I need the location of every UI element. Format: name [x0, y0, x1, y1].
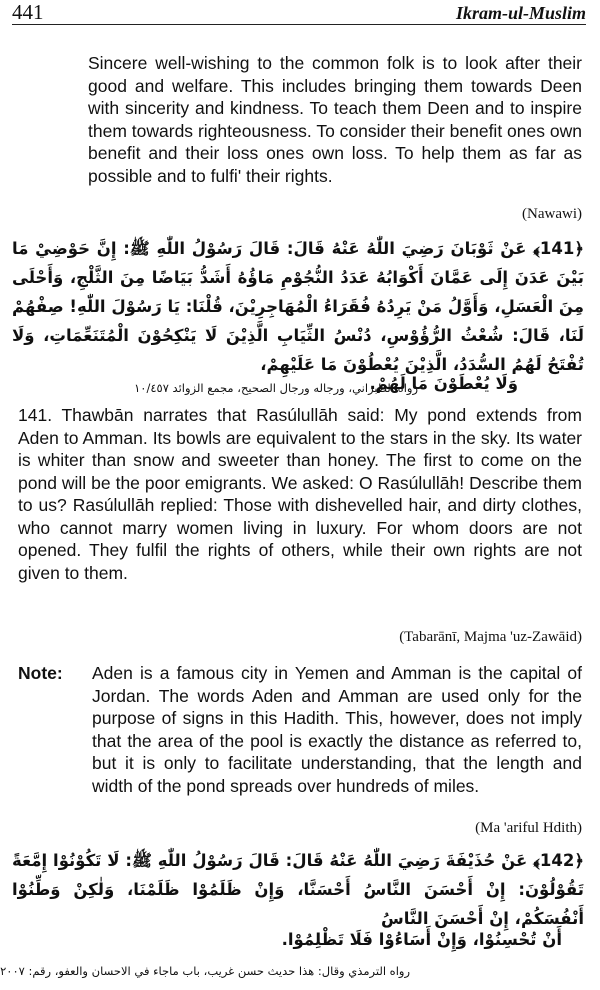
intro-paragraph: Sincere well-wishing to the common folk is to look after their good and welfare. This includes bringing them towards Deen with sincerity and kindness. To teach them Deen and to inspire them towards righteousness. To consider their benefit ones own benefit and their loss ones own loss. To help them as far as possible and to fulfi' their rights. [88, 53, 582, 186]
hadith-142-arabic-tail: أَنْ تُحْسِنُوْا، وَإِنْ أَسَاءُوْا فَلَا تَظْلِمُوْا. [281, 930, 562, 949]
book-title: Ikram-ul-Muslim [455, 3, 586, 23]
hadith-141-arabic: ﴿141﴾ عَنْ ثَوْبَانَ رَضِيَ اللّٰهُ عَنْهُ قَالَ: قَالَ رَسُوْلُ اللّٰهِ ﷺ: إِنَّ حَوْضِيْ مَا بَيْنَ عَدَنَ إِلَى عَمَّانَ أَكْوَابُهُ عَدَدُ النُّجُوْمِ مَاؤُهُ أَشَدُّ بَيَاضًا مِنَ الثَّلْجِ، وَأَحْلَى مِنَ الْعَسَلِ، وَأَوَّلُ مَنْ يَرِدُهُ فُقَرَاءُ الْمُهَاجِرِيْنَ، قُلْنَا: يَا رَسُوْلَ اللّٰهِ! صِفْهُمْ لَنَا، قَالَ: شُعْثُ الرُّؤُوْسِ، دُنْسُ الثِّيَابِ الَّذِيْنَ لَا يَنْكِحُوْنَ الْمُتَنَعِّمَاتِ، وَلَا تُفْتَحُ لَهُمُ السُّدَدُ، الَّذِيْنَ يُعْطُوْنَ مَا عَلَيْهِمْ، [12, 239, 584, 374]
running-header [12, 0, 586, 25]
hadith-142-source: رواه الترمذي وقال: هذا حديث حسن غريب، باب ماجاء في الاحسان والعفو، رقم: ٢٠٠٧ [0, 964, 410, 978]
intro-citation: (Nawawi) [522, 206, 582, 222]
hadith-142-arabic: ﴿142﴾ عَنْ حُذَيْفَةَ رَضِيَ اللّٰهُ عَنْهُ قَالَ: قَالَ رَسُوْلُ اللّٰهِ ﷺ: لَا تَكُوْنُوْا إِمَّعَةً تَقُوْلُوْنَ: إِنْ أَحْسَنَ النَّاسُ أَحْسَنَّا، وَإِنْ ظَلَمُوْا ظَلَمْنَا، وَلٰكِنْ وَطِّنُوْا أَنْفُسَكُمْ، إِنْ أَحْسَنَ النَّاسُ [12, 851, 584, 928]
note-label: Note: [18, 663, 63, 683]
hadith-141-translation: 141. Thawbān narrates that Rasúlullāh said: My pond extends from Aden to Amman. Its bowls are equivalent to the stars in the sky. Its water is whiter than snow and sweeter than honey. The first to come on the pond will be the poor emigrants. We asked: O Rasúlullāh! Describe them to us? Rasúlullāh replied: Those with dishevelled hair, and dirty clothes, who cannot marry women living in luxury. For whom doors are not opened. They fulfil the rights of others, while their own rights are not given to them. [18, 405, 582, 583]
hadith-141-citation: (Tabarānī, Majma 'uz-Zawāid) [399, 629, 582, 645]
note-citation: (Ma 'ariful Hdith) [475, 820, 582, 836]
note-text: Aden is a famous city in Yemen and Amman is the capital of Jordan. The words Aden and Amman are used only for the purpose of signs in this Hadith. This, however, does not imply that the area of the pool is exactly the distance as referred to, but it is only to facilitate understanding, that the length and width of the pond spreads over hundreds of miles. [92, 663, 582, 796]
hadith-141-source: رواه الطبراني، ورجاله ورجال الصحيح، مجمع الزوائد ١٠/٤٥٧ [134, 381, 418, 395]
page-number: 441 [12, 0, 44, 24]
hadith-141-arabic-tail: وَلَا يُعْطَوْنَ مَا لَهُمْ. [369, 374, 518, 393]
